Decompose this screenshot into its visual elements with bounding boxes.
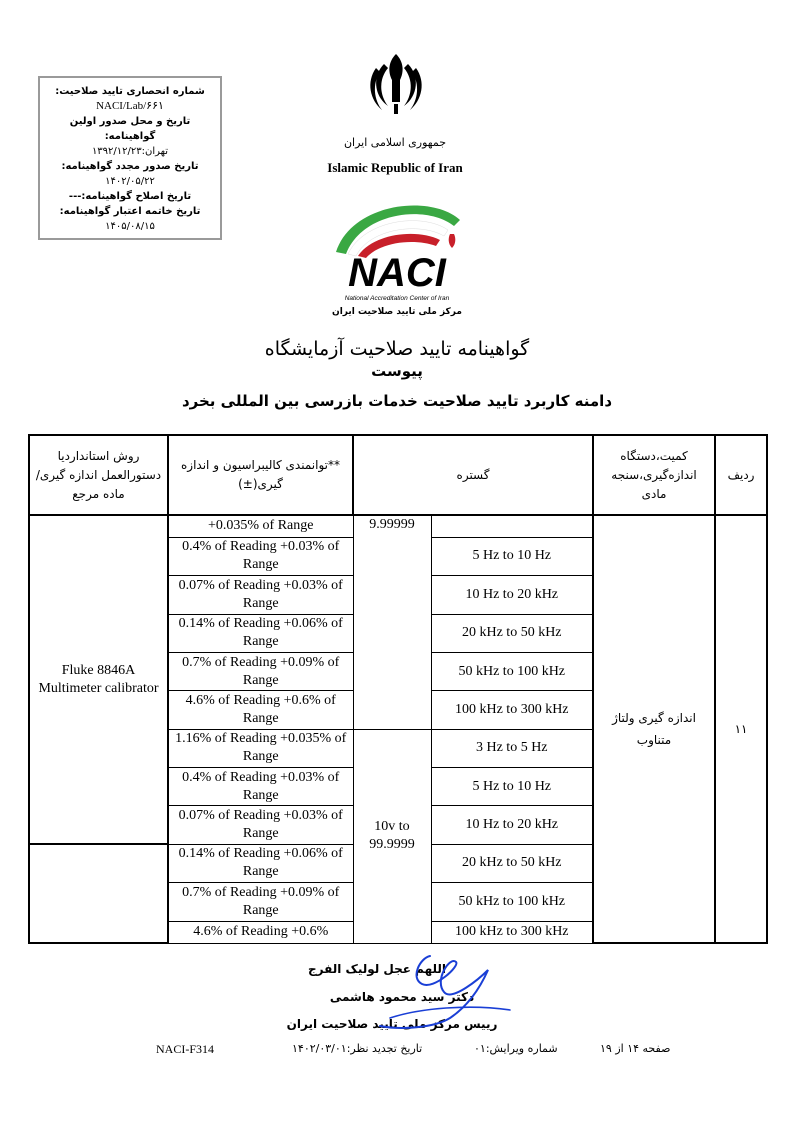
signatory-name: دکتر سید محمود هاشمی (329, 990, 475, 1004)
exclusive-number-value: NACI/Lab/۶۶۱ (96, 100, 164, 112)
first-issue-label: تاریخ و محل صدور اولین گواهینامه: (69, 116, 191, 142)
naci-logo-text: NACI (348, 251, 446, 295)
capability-cell: 0.07% of Reading +0.03% of Range (168, 576, 353, 614)
reissue-value: ۱۴۰۲/۰۵/۲۲ (105, 176, 155, 187)
capability-cell: +0.035% of Range (168, 515, 353, 537)
table-row (29, 515, 767, 537)
frequency-cell: 3 Hz to 5 Hz (431, 729, 593, 767)
naci-logo-subtitle-en: National Accreditation Center of Iran (344, 295, 450, 302)
capability-cell: 4.6% of Reading +0.6% (168, 921, 353, 943)
header-range: گستره (353, 435, 593, 515)
quantity-cell: اندازه گیری ولتاژ متناوب (593, 515, 715, 943)
frequency-cell: 5 Hz to 10 Hz (431, 768, 593, 806)
calibration-scope-table (28, 434, 768, 944)
naci-logo-subtitle-fa: مرکز ملی تایید صلاحیت ایران (332, 307, 462, 317)
handwritten-signature (360, 948, 520, 1038)
capability-cell: 0.4% of Reading +0.03% of Range (168, 537, 353, 575)
first-issue-value: تهران:۱۳۹۲/۱۲/۲۳ (91, 146, 169, 157)
frequency-cell: 50 kHz to 100 kHz (431, 652, 593, 690)
expiry-label: تاریخ خاتمه اعتبار گواهینامه: (59, 206, 201, 217)
frequency-cell: 50 kHz to 100 kHz (431, 883, 593, 921)
header-method: روش استانداردیا دستورالعمل اندازه گیری/ماده مرجع (29, 435, 168, 515)
frequency-cell: 20 kHz to 50 kHz (431, 844, 593, 882)
signatory-title: رییس مرکز ملی تایید صلاحیت ایران (286, 1017, 498, 1031)
frequency-cell: 100 kHz to 300 kHz (431, 921, 593, 943)
header-capability: **توانمندی کالیبراسیون و اندازه گیری(±) (168, 435, 353, 515)
header-quantity: کمیت،دستگاه اندازه‌گیری،سنجه مادی (593, 435, 715, 515)
capability-cell: 0.4% of Reading +0.03% of Range (168, 768, 353, 806)
revision-number: شماره ویرایش:۰۱ (474, 1042, 558, 1055)
row-number-cell: ۱۱ (715, 515, 767, 943)
expiry-value: ۱۴۰۵/۰۸/۱۵ (105, 221, 155, 232)
country-name-fa: جمهوری اسلامی ایران (343, 136, 447, 149)
capability-cell: 0.14% of Reading +0.06% of Range (168, 614, 353, 652)
certificate-title: گواهینامه تایید صلاحیت آزمایشگاه (264, 338, 530, 360)
naci-logo-wordmark (348, 251, 447, 295)
range-cell-b: 10v to 99.9999 (353, 729, 431, 943)
form-code: NACI-F314 (156, 1042, 215, 1056)
frequency-cell: 10 Hz to 20 kHz (431, 576, 593, 614)
review-date: تاریخ تجدید نظر:۱۴۰۲/۰۳/۰۱ (292, 1042, 423, 1055)
country-name-en: Islamic Republic of Iran (327, 160, 463, 175)
header-row-number: ردیف (715, 435, 767, 515)
frequency-cell: 100 kHz to 300 kHz (431, 691, 593, 729)
capability-cell: 0.7% of Reading +0.09% of Range (168, 652, 353, 690)
naci-logo (322, 190, 472, 320)
method-cell-empty (29, 844, 168, 943)
capability-cell: 1.16% of Reading +0.035% of Range (168, 729, 353, 767)
certificate-info-box (38, 76, 222, 240)
scope-title: دامنه کاربرد تایید صلاحیت خدمات بازرسی بین المللی بخرد (181, 392, 613, 410)
frequency-cell (431, 515, 593, 537)
capability-cell: 4.6% of Reading +0.6% of Range (168, 691, 353, 729)
iran-emblem-icon (366, 50, 426, 116)
page-number: صفحه ۱۴ از ۱۹ (600, 1042, 671, 1055)
range-cell-a: 9.99999 (353, 515, 431, 729)
frequency-cell: 5 Hz to 10 Hz (431, 537, 593, 575)
appendix-title: پیوست (371, 362, 423, 380)
capability-cell: 0.07% of Reading +0.03% of Range (168, 806, 353, 844)
frequency-cell: 10 Hz to 20 kHz (431, 806, 593, 844)
exclusive-number-label: شماره انحصاری تایید صلاحیت: (55, 86, 205, 97)
amendment-label: تاریخ اصلاح گواهینامه:--- (68, 191, 192, 202)
table-header-row (29, 435, 767, 515)
reissue-label: تاریخ صدور مجدد گواهینامه: (61, 161, 199, 172)
method-cell: Fluke 8846A Multimeter calibrator (29, 515, 168, 844)
capability-cell: 0.14% of Reading +0.06% of Range (168, 844, 353, 882)
capability-cell: 0.7% of Reading +0.09% of Range (168, 883, 353, 921)
prayer-line: اللهم عجل لولیک الفرج (307, 962, 447, 976)
frequency-cell: 20 kHz to 50 kHz (431, 614, 593, 652)
